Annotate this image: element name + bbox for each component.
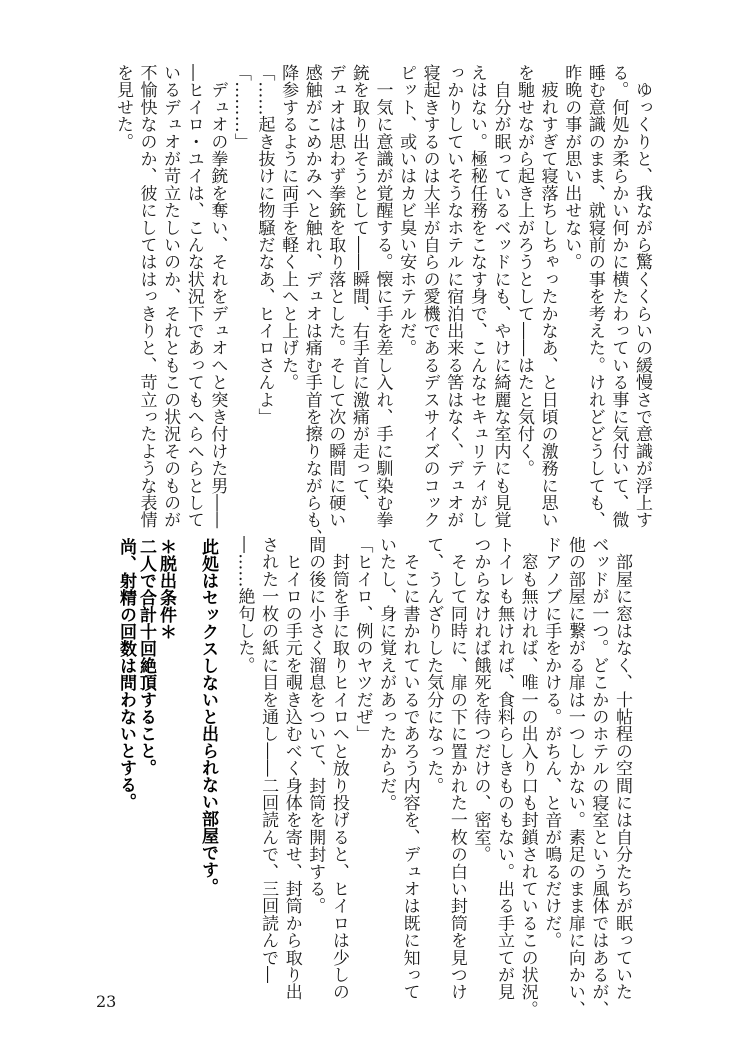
- text-column: そして同時に、扉の下に置かれた一枚の白い封筒を見つけ: [446, 536, 467, 1001]
- text-column: 自分が眠っているベッドにも、やけに綺麗な室内にも見覚: [490, 64, 511, 529]
- text-column: トイレも無ければ、食料らしきものもない。出る手立てが見: [494, 536, 515, 1001]
- text-column: っかりしていそうなホテルに宿泊出来る筈はなく、デュオが: [443, 64, 464, 529]
- text-column: デュオは思わず拳銃を取り落とした。そして次の瞬間に硬い: [325, 64, 346, 529]
- text-column: 不愉快なのか、彼にしてははっきりと、苛立ったような表情: [136, 64, 157, 529]
- text-column: ベッドが一つ。どこかのホテルの寝室という風体ではあるが、: [588, 536, 609, 1018]
- text-column: ゆっくりと、我ながら驚くくらいの緩慢さで意識が浮上す: [632, 64, 652, 529]
- body-text-upper: [110, 64, 653, 546]
- notice-condition: 二人で合計十回絶頂すること。: [136, 538, 156, 776]
- text-column: いたし、身に覚えがあったからだ。: [376, 536, 397, 812]
- text-column: 「ヒイロ、例のヤツだぜ」: [352, 536, 373, 743]
- text-column: 睡む意識のまま、就寝前の事を考えた。けれどどうしても、: [584, 64, 605, 529]
- notice-title: 此処はセックスしないと出られない部屋です。: [198, 538, 218, 895]
- text-column: 疲れすぎて寝落ちしちゃったかなあ、と日頃の激務に思い: [537, 64, 558, 529]
- room-notice: [116, 538, 218, 895]
- notice-note: 尚、射精の回数は問わないとする。: [116, 538, 136, 810]
- text-column: デュオの拳銃を奪い、それをデュオへと突き付けた男――: [207, 64, 228, 529]
- text-column: された一枚の紙に目を通し――二回読んで、三回読んで―: [258, 536, 279, 984]
- notice-gap: [176, 538, 198, 895]
- body-text-lower: [232, 536, 633, 1018]
- text-column: て、うんざりした気分になった。: [423, 536, 444, 794]
- text-column: そこに書かれているであろう内容を、デュオは既に知って: [399, 536, 420, 1001]
- text-column: 銃を取り出そうとして――瞬間、右手首に激痛が走って、: [348, 64, 369, 512]
- text-column: を馳せながら起き上がろうとして――はたと気付く。: [514, 64, 535, 477]
- page-number: 23: [96, 992, 117, 1011]
- text-column: 一気に意識が覚醒する。懐に手を差し入れ、手に馴染む拳: [372, 64, 393, 529]
- text-column: 寝起きするのは大半が自らの愛機であるデスサイズのコック: [419, 64, 440, 529]
- notice-condition-heading: ＊脱出条件＊: [156, 538, 176, 640]
- text-column: る。何処か柔らかい何かに横たわっている事に気付いて、微: [608, 64, 629, 529]
- text-column: ―……絶句した。: [234, 536, 255, 674]
- text-column: ヒイロの手元を覗き込むべく身体を寄せ、封筒から取り出: [281, 536, 302, 1001]
- text-column: 封筒を手に取りヒイロへと放り投げると、ヒイロは少しの: [328, 536, 349, 1001]
- text-column: つからなければ餓死を待つだけの、密室。: [470, 536, 491, 863]
- text-column: を見せた。: [112, 64, 133, 150]
- text-column: 昨晩の事が思い出せない。: [561, 64, 582, 271]
- text-column: 「………」: [230, 64, 251, 150]
- text-column: 間の後に小さく溜息をついて、封筒を開封する。: [305, 536, 326, 915]
- text-column: 「……起き抜けに物騒だなあ、ヒイロさんよ」: [254, 64, 275, 426]
- text-column: いるデュオが苛立たしいのか、それともこの状況そのものが: [160, 64, 181, 529]
- text-column: 窓も無ければ、唯一の出入り口も封鎖されているこの状況。: [517, 536, 538, 1018]
- text-column: えはない。極秘任務をこなす身で、こんなセキュリティがし: [466, 64, 487, 529]
- text-column: 降参するように両手を軽く上へと上げた。: [278, 64, 299, 391]
- text-column: ドアノブに手をかける。がちん、と音が鳴るだけだ。: [541, 536, 562, 949]
- text-column: ―ヒイロ・ユイは、こんな状況下であってもへらへらとして: [183, 64, 204, 529]
- text-column: 他の部屋に繋がる扉は一つしかない。素足のまま扉に向かい、: [564, 536, 585, 1018]
- text-column: 感触がこめかみへと触れ、デュオは痛む手首を擦りながらも、: [301, 64, 322, 546]
- text-column: 部屋に窓はなく、十帖程の空間には自分たちが眠っていた: [612, 536, 632, 1001]
- text-column: ピット、或いはカビ臭い安ホテルだ。: [396, 64, 417, 357]
